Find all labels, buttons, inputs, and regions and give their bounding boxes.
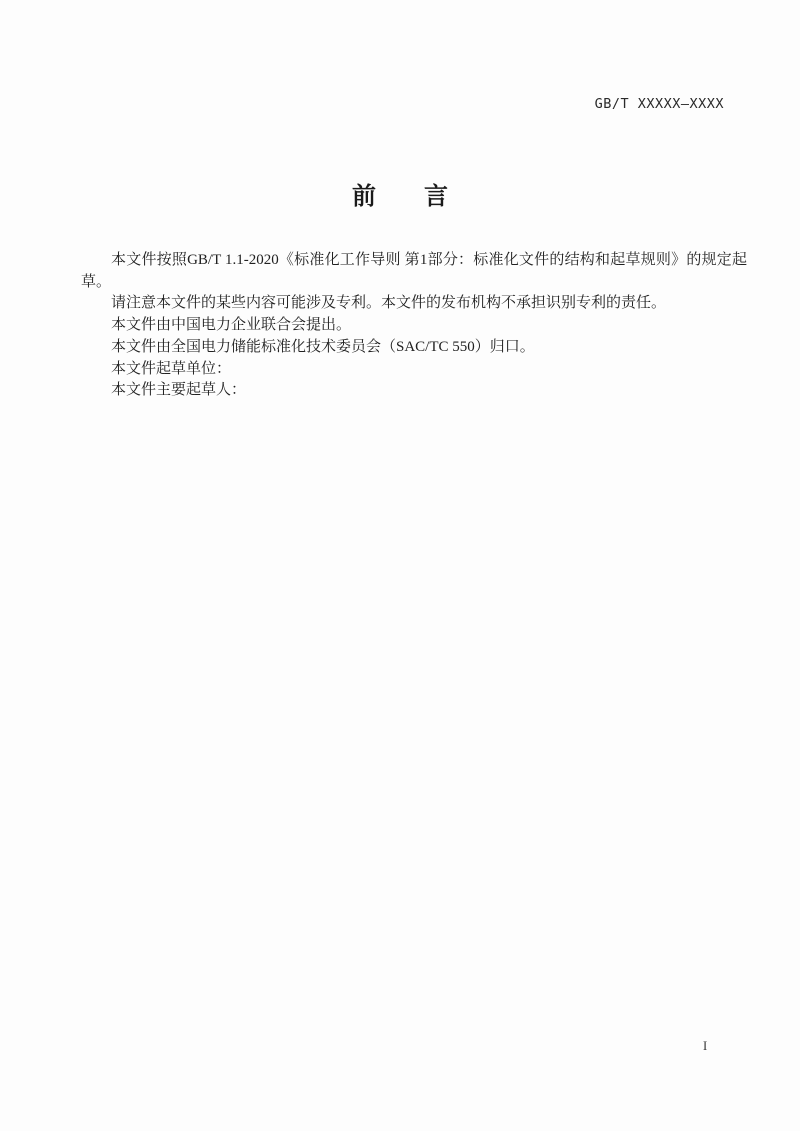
page-number: I [703,1039,708,1053]
paragraph-patent-notice: 请注意本文件的某些内容可能涉及专利。本文件的发布机构不承担识别专利的责任。 [111,295,667,312]
paragraph-main-drafters: 本文件主要起草人： [111,382,247,399]
foreword-body [81,250,747,402]
standard-number: GB/T XXXXX—XXXX [594,96,724,112]
page-title: 前 言 [352,183,448,210]
paragraph-centralized-by: 本文件由全国电力储能标准化技术委员会（SAC/TC 550）归口。 [111,338,535,355]
paragraph-drafting-organizations: 本文件起草单位： [111,360,232,377]
paragraph-drafting-rules: 本文件按照GB/T 1.1-2020《标准化工作导则 第1部分：标准化文件的结构和起草规则》的规定起草。 [81,252,747,290]
paragraph-proposed-by: 本文件由中国电力企业联合会提出。 [111,317,352,334]
